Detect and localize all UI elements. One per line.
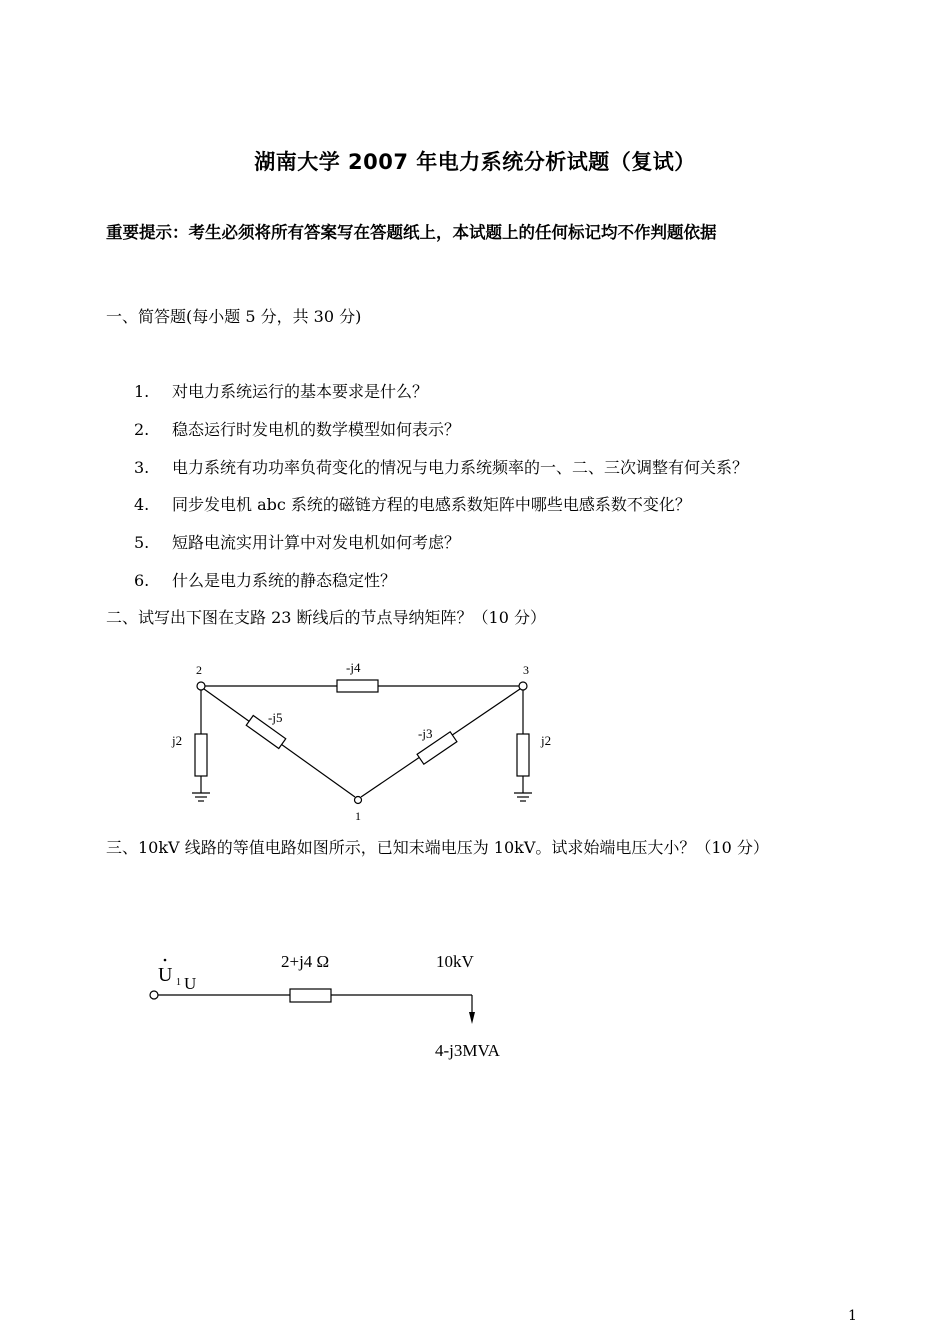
resistor-shunt-3: [517, 734, 529, 776]
important-notice: 重要提示：考生必须将所有答案写在答题纸上，本试题上的任何标记均不作判题依据: [106, 223, 717, 242]
network-diagram: [192, 680, 532, 804]
section-1-heading: 一、简答题(每小题 5 分，共 30 分): [106, 307, 362, 326]
branch-23-label: -j4: [346, 660, 361, 675]
load-label: 4-j3MVA: [435, 1041, 500, 1060]
node-1-label: 1: [355, 809, 361, 823]
branch-31-label: -j3: [418, 726, 433, 741]
resistor-line-impedance: [290, 989, 331, 1002]
load-arrow-icon: [469, 1012, 475, 1024]
section-3-heading: 三、10kV 线路的等值电路如图所示，已知末端电压为 10kV。试求始端电压大小？（10 分）: [106, 838, 769, 857]
shunt-2-label: j2: [172, 733, 183, 748]
question-item: 4. 同步发电机 abc 系统的磁链方程的电感系数矩阵中哪些电感系数不变化？: [134, 495, 691, 514]
node-2-terminal: [197, 682, 205, 690]
node-3-label: 3: [523, 663, 529, 677]
source-voltage-extra: U: [184, 974, 197, 993]
question-item: 1. 对电力系统运行的基本要求是什么？: [134, 382, 429, 401]
node-2-label: 2: [196, 663, 202, 677]
question-item: 5. 短路电流实用计算中对发电机如何考虑？: [134, 533, 461, 552]
node-1-terminal: [355, 797, 362, 804]
section-2-heading: 二、试写出下图在支路 23 断线后的节点导纳矩阵？（10 分）: [106, 608, 546, 627]
page-title: 湖南大学 2007 年电力系统分析试题（复试）: [254, 150, 696, 174]
resistor-shunt-2: [195, 734, 207, 776]
question-item: 2. 稳态运行时发电机的数学模型如何表示？: [134, 420, 461, 439]
line-diagram: [150, 989, 472, 1014]
shunt-3-label: j2: [541, 733, 552, 748]
question-item: 6. 什么是电力系统的静态稳定性？: [134, 571, 397, 590]
page-number: 1: [848, 1308, 857, 1324]
source-voltage-sub: 1: [176, 977, 181, 988]
source-terminal: [150, 991, 158, 999]
end-voltage-label: 10kV: [436, 952, 474, 971]
phasor-dot-icon: [164, 959, 167, 962]
impedance-label: 2+j4 Ω: [281, 952, 330, 971]
question-item: 3. 电力系统有功功率负荷变化的情况与电力系统频率的一、二、三次调整有何关系？: [134, 458, 749, 477]
node-3-terminal: [519, 682, 527, 690]
source-voltage-label: U: [158, 964, 173, 986]
branch-21-label: -j5: [268, 710, 283, 725]
resistor-branch-23: [337, 680, 378, 692]
